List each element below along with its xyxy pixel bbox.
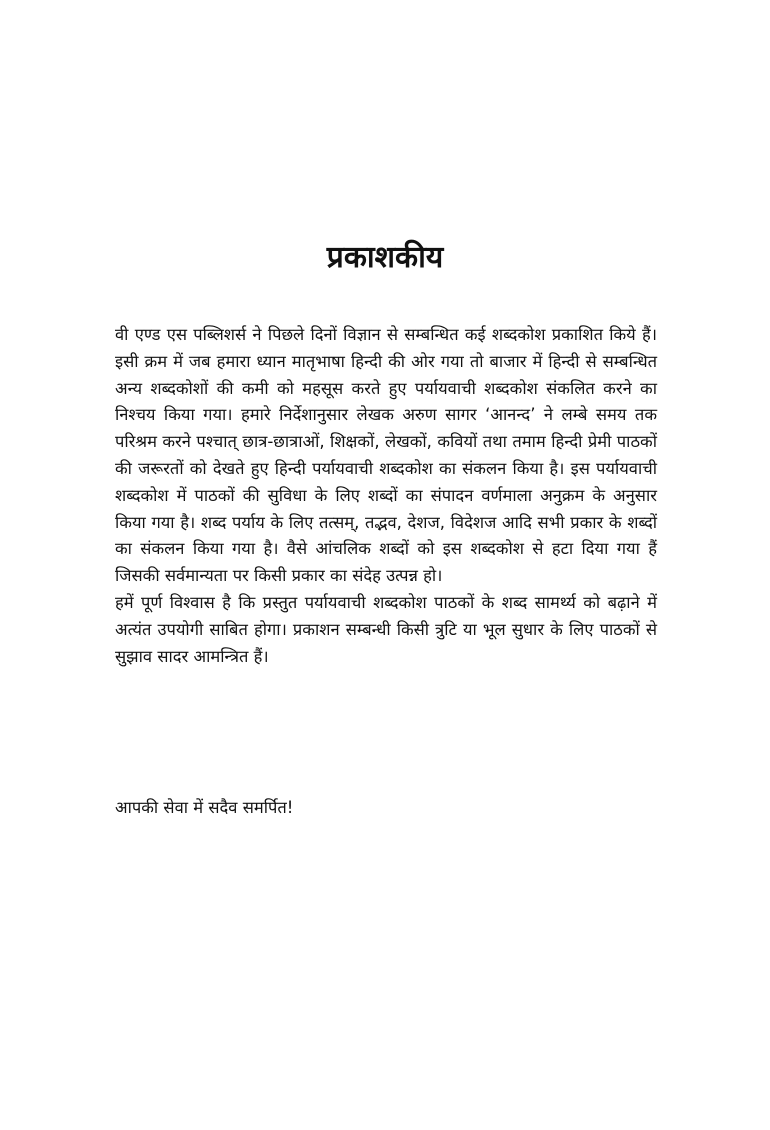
paragraph-intro: वी एण्ड एस पब्लिशर्स ने पिछले दिनों विज्ञान से सम्बन्धित कई शब्दकोश प्रकाशित किये हैं। इसी क्रम में जब हमारा ध्यान मातृभाषा हिन्दी की ओर गया तो बाजार में हिन्दी से सम्बन्धित अन्य शब्दकोशों की कमी को महसूस करते हुए पर्यायवाची शब्दकोश संकलित करने का निश्चय किया गया। हमारे निर्देशानुसार लेखक अरुण सागर ‘आनन्द’ ने लम्बे समय तक परिश्रम करने पश्चात् छात्र-छात्राओं, शिक्षकों, लेखकों, कवियों तथा तमाम हिन्दी प्रेमी पाठकों की जरूरतों को देखते हुए हिन्दी पर्यायवाची शब्दकोश का संकलन किया है। इस पर्यायवाची शब्दकोश में पाठकों की सुविधा के लिए शब्दों का संपादन वर्णमाला अनुक्रम के अनुसार किया गया है। शब्द पर्याय के लिए तत्सम्, तद्भव, देशज, विदेशज आदि सभी प्रकार के शब्दों का संकलन किया गया है। वैसे आंचलिक शब्दों को इस शब्दकोश से हटा दिया गया हैं जिसकी सर्वमान्यता पर किसी प्रकार का संदेह उत्पन्न हो। — [115, 325, 657, 586]
body-text — [115, 322, 657, 670]
paragraph-appeal: हमें पूर्ण विश्वास है कि प्रस्तुत पर्यायवाची शब्दकोश पाठकों के शब्द सामर्थ्य को बढ़ाने में अत्यंत उपयोगी साबित होगा। प्रकाशन सम्बन्धी किसी त्रुटि या भूल सुधार के लिए पाठकों से सुझाव सादर आमन्त्रित हैं। — [115, 592, 657, 666]
closing-line: आपकी सेवा में सदैव समर्पित! — [115, 798, 294, 817]
page-title: प्रकाशकीय — [326, 240, 444, 275]
